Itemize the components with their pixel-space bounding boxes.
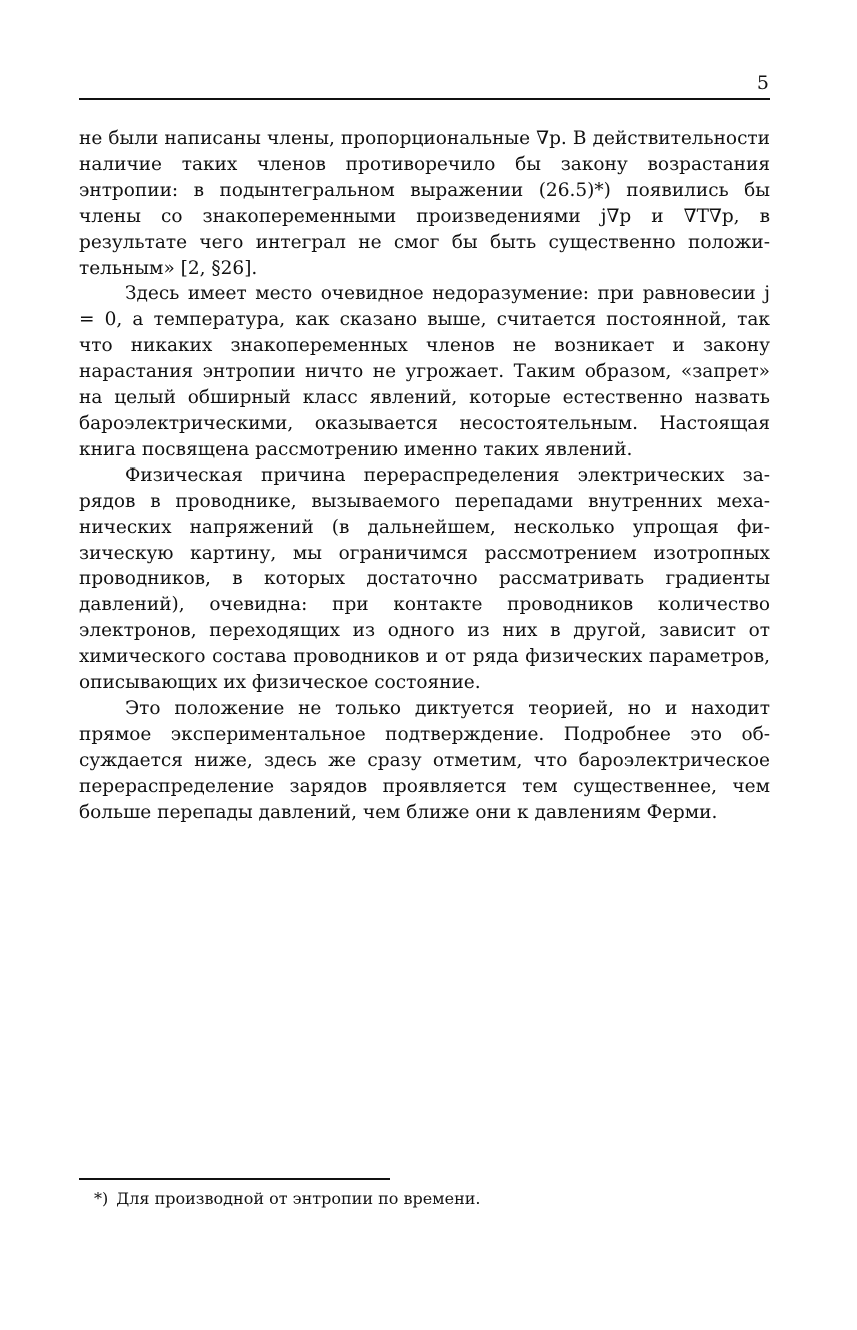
paragraph-4: Это положение не только диктуется теорией, но и находит прямое экспериментальное подтверждение. Подробнее это обсуждается ниже, здесь же сразу отметим, что бароэлектрическое перераспределение зарядов проявляется тем существеннее, чем больше перепады давлений, чем ближе они к давлениям Ферми. [79, 697, 770, 823]
footnote [94, 1187, 770, 1211]
body-text [79, 126, 770, 825]
page-number: 5 [756, 72, 769, 94]
paragraph-1: не были написаны члены, пропорциональные ∇p. В действительности наличие таких членов противоречило бы закону возрастания энтропии: в подынтегральном выражении (26.5)*) появились бы члены со знакопеременными произведениями j∇p и ∇T∇p, в результате чего интеграл не смог бы быть существенно положительным» [2, §26]. [79, 128, 770, 279]
footnote-marker: *) [94, 1189, 109, 1208]
footnote-text: Для производной от энтропии по времени. [116, 1189, 481, 1208]
header-rule [79, 98, 770, 100]
paragraph-3: Физическая причина перераспределения электрических зарядов в проводнике, вызываемого перепадами внутренних механических напряжений (в дальнейшем, несколько упрощая физическую картину, мы ограничимся рассмотрением изотропных проводников, в которых достаточно рассматривать градиенты давлений), очевидна: при контакте проводников количество электронов, переходящих из одного из них в другой, зависит от химического состава проводников и от ряда физических параметров, описывающих их физическое состояние. [79, 464, 770, 694]
paragraph-2: Здесь имеет место очевидное недоразумение: при равновесии j = 0, а температура, как сказано выше, считается постоянной, так что никаких знакопеременных членов не возникает и закону нарастания энтропии ничто не угрожает. Таким образом, «запрет» на целый обширный класс явлений, которые естественно назвать бароэлектрическими, оказывается несостоятельным. Настоящая книга посвящена рассмотрению именно таких явлений. [79, 283, 770, 460]
footnote-rule [79, 1178, 390, 1180]
